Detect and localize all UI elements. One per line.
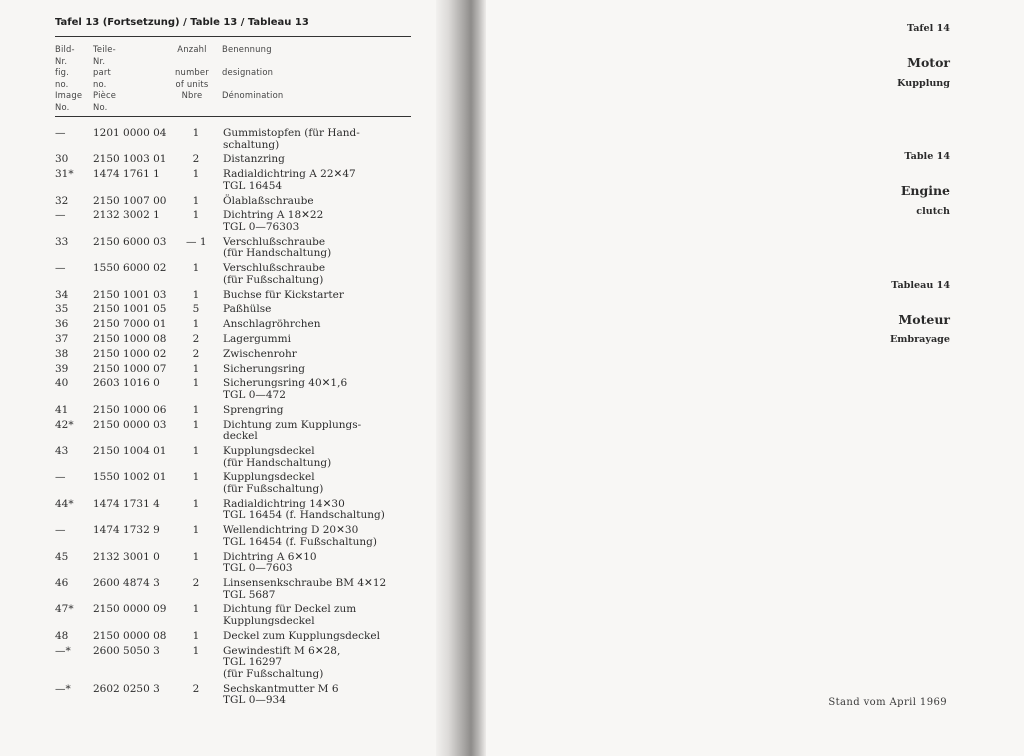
benennung-line: Dichtring A 6✕10: [223, 550, 317, 563]
subsection-en: clutch: [916, 206, 950, 217]
benennung: [223, 446, 423, 469]
table-row: [0, 319, 436, 329]
book-gutter: [436, 0, 486, 756]
teile-nr: 1474 1761 1: [93, 168, 160, 181]
teile-nr: 2150 1000 02: [93, 347, 167, 360]
benennung-line: Dichtring A 18✕22: [223, 209, 324, 222]
bild-nr: 36: [55, 318, 69, 331]
anzahl: 1: [192, 377, 200, 390]
teile-nr: 2150 1007 00: [93, 194, 167, 207]
benennung-line: Ölablaßschraube: [223, 194, 314, 207]
anzahl: 1: [192, 497, 200, 510]
anzahl: 1: [192, 209, 200, 222]
bild-nr: 33: [55, 235, 69, 248]
benennung-line: (für Fußschaltung): [223, 273, 324, 286]
benennung: [223, 552, 423, 575]
table-row: [0, 631, 436, 641]
bild-nr: —*: [55, 682, 71, 695]
teile-nr: 2603 1016 0: [93, 377, 160, 390]
table-row: [0, 209, 436, 233]
table-row: [0, 577, 436, 601]
subsection-fr: Embrayage: [889, 334, 950, 345]
teile-nr: 2150 7000 01: [93, 318, 167, 331]
anzahl: 1: [192, 403, 200, 416]
footer-date: Stand vom April 1969: [828, 697, 947, 708]
table-row: [0, 524, 436, 548]
teile-nr: 2600 5050 3: [93, 644, 160, 657]
benennung: [223, 349, 423, 361]
benennung-line: (für Handschaltung): [223, 247, 332, 260]
teile-nr: 2150 0000 03: [93, 418, 167, 431]
benennung-line: Wellendichtring D 20✕30: [223, 524, 359, 537]
benennung-line: Kupplungsdeckel: [223, 471, 315, 484]
bild-nr: —*: [55, 644, 71, 657]
benennung-line: TGL 5687: [223, 588, 276, 601]
table-row: [0, 497, 436, 522]
teile-nr: 1201 0000 04: [93, 127, 167, 139]
bild-nr: 40: [55, 377, 69, 390]
bild-nr: —: [55, 471, 66, 484]
bild-nr: 38: [55, 347, 69, 360]
benennung-line: (für Fußschaltung): [223, 482, 324, 495]
teile-nr: 2150 1000 08: [93, 333, 167, 345]
teile-nr: 2150 6000 03: [93, 235, 167, 248]
bild-nr: 32: [55, 194, 69, 207]
anzahl: 1: [192, 445, 200, 457]
anzahl: 1: [192, 168, 200, 181]
anzahl: 1: [192, 644, 200, 657]
bild-nr: 34: [55, 288, 69, 301]
anzahl: 1: [192, 629, 200, 642]
benennung-line: Zwischenrohr: [223, 347, 297, 360]
anzahl: 1: [192, 262, 200, 275]
benennung-line: Sechskantmutter M 6: [223, 682, 339, 695]
benennung: [223, 378, 423, 401]
benennung: [223, 420, 423, 443]
section-title-fr: Moteur: [898, 312, 950, 327]
teile-nr: 2150 1000 07: [93, 362, 167, 375]
col-header-teile: Teile- Nr. part no. Pièce No.: [93, 44, 117, 112]
benennung: [223, 196, 423, 208]
benennung-line: TGL 0—76303: [223, 220, 300, 233]
benennung: [223, 334, 423, 346]
benennung-line: TGL 0—7603: [223, 562, 293, 575]
table-number-en: Table 14: [904, 151, 950, 162]
table-row: [0, 304, 436, 314]
benennung: [223, 405, 423, 417]
bild-nr: 30: [55, 153, 69, 166]
benennung-line: (für Handschaltung): [223, 456, 332, 469]
benennung-line: Dichtung für Deckel zum: [223, 603, 357, 616]
anzahl: — 1: [186, 235, 207, 248]
bild-nr: 47*: [55, 603, 74, 616]
benennung-line: deckel: [223, 430, 258, 443]
benennung: [223, 578, 423, 601]
teile-nr: 2150 0000 08: [93, 629, 167, 642]
teile-nr: 1550 1002 01: [93, 471, 167, 484]
table-row: [0, 262, 436, 286]
benennung: [223, 169, 423, 192]
benennung-line: TGL 0—472: [223, 388, 286, 401]
teile-nr: 2150 1003 01: [93, 153, 167, 166]
table-row: [0, 603, 436, 627]
benennung: [223, 319, 423, 331]
benennung-line: Lagergummi: [223, 333, 291, 345]
anzahl: 1: [192, 318, 200, 331]
teile-nr: 1474 1731 4: [93, 497, 160, 510]
benennung-line: Anschlagröhrchen: [223, 318, 321, 331]
table-row: [0, 154, 436, 164]
table-number-de: Tafel 14: [906, 23, 950, 34]
col-header-benennung: Benennung designation Dénomination: [222, 44, 284, 100]
teile-nr: 2150 1000 06: [93, 403, 167, 416]
benennung: [223, 237, 423, 260]
benennung: [223, 631, 423, 643]
teile-nr: 1550 6000 02: [93, 262, 167, 275]
benennung: [223, 525, 423, 548]
bild-nr: 39: [55, 362, 69, 375]
benennung-line: TGL 16454 (f. Fußschaltung): [223, 535, 377, 548]
benennung: [223, 290, 423, 302]
teile-nr: 2600 4874 3: [93, 577, 160, 589]
right-page: [480, 0, 1024, 756]
bild-nr: 46: [55, 577, 69, 589]
benennung-line: Deckel zum Kupplungsdeckel: [223, 629, 380, 642]
table-row: [0, 377, 436, 401]
anzahl: 1: [192, 471, 200, 484]
teile-nr: 2150 1001 03: [93, 288, 167, 301]
table-row: [0, 290, 436, 300]
table-row: [0, 418, 436, 443]
benennung-line: (für Fußschaltung): [223, 667, 324, 680]
benennung: [223, 154, 423, 166]
table-row: [0, 168, 436, 192]
table-row: [0, 550, 436, 575]
bild-nr: 48: [55, 629, 69, 642]
table-row: [0, 127, 436, 151]
anzahl: 1: [192, 550, 200, 563]
benennung: [223, 304, 423, 316]
bild-nr: 41: [55, 403, 69, 416]
table-row: [0, 405, 436, 415]
anzahl: 1: [192, 127, 200, 139]
anzahl: 1: [192, 362, 200, 375]
benennung: [223, 684, 423, 707]
bild-nr: —: [55, 524, 66, 537]
benennung: [223, 499, 423, 522]
teile-nr: 2132 3001 0: [93, 550, 160, 563]
teile-nr: 2602 0250 3: [93, 682, 160, 695]
table-row: [0, 196, 436, 206]
bild-nr: 35: [55, 303, 69, 316]
col-header-bild: Bild- Nr. fig. no. Image No.: [55, 44, 83, 112]
benennung-line: TGL 16454: [223, 179, 283, 192]
bild-nr: 37: [55, 333, 69, 345]
section-title-en: Engine: [900, 183, 950, 198]
col-header-anzahl: Anzahl number of units Nbre: [175, 44, 209, 100]
benennung-line: Radialdichtring 14✕30: [223, 497, 345, 510]
benennung-line: Buchse für Kickstarter: [223, 288, 344, 301]
benennung-line: Sicherungsring 40✕1,6: [223, 377, 348, 390]
benennung-line: Verschlußschraube: [223, 235, 326, 248]
anzahl: 2: [192, 347, 200, 360]
teile-nr: 2150 1004 01: [93, 445, 167, 457]
table-row: [0, 364, 436, 374]
table-number-fr: Tableau 14: [891, 280, 950, 291]
table-row: [0, 682, 436, 707]
anzahl: 2: [192, 153, 200, 166]
bild-nr: 31*: [55, 168, 74, 181]
benennung: [223, 364, 423, 376]
benennung-line: Paßhülse: [223, 303, 272, 316]
bild-nr: 42*: [55, 418, 74, 431]
anzahl: 1: [192, 288, 200, 301]
table-title: Tafel 13 (Fortsetzung) / Table 13 / Tableau 13: [55, 17, 309, 28]
anzahl: 2: [192, 682, 200, 695]
benennung: [223, 263, 423, 286]
benennung: [223, 604, 423, 627]
table-row: [0, 445, 436, 469]
anzahl: 1: [192, 194, 200, 207]
benennung-line: Distanzring: [223, 153, 285, 166]
anzahl: 1: [192, 603, 200, 616]
section-title-de: Motor: [907, 55, 950, 70]
teile-nr: 2150 1001 05: [93, 303, 167, 316]
benennung: [223, 472, 423, 495]
bild-nr: 43: [55, 445, 69, 457]
benennung: [223, 646, 423, 681]
anzahl: 1: [192, 418, 200, 431]
bild-nr: 45: [55, 550, 69, 563]
benennung-line: TGL 16297: [223, 656, 283, 669]
benennung-line: TGL 0—934: [223, 694, 286, 707]
table-row: [0, 471, 436, 495]
benennung-line: Dichtung zum Kupplungs-: [223, 418, 362, 431]
bild-nr: —: [55, 209, 66, 222]
table-row: [0, 334, 436, 344]
header-rule-bottom: [55, 116, 411, 117]
anzahl: 5: [192, 303, 200, 316]
benennung-line: Linsensenkschraube BM 4✕12: [223, 577, 387, 589]
benennung-line: Sicherungsring: [223, 362, 305, 375]
bild-nr: —: [55, 127, 66, 139]
table-row: [0, 235, 436, 260]
subsection-de: Kupplung: [897, 78, 950, 89]
benennung-line: Verschlußschraube: [223, 262, 326, 275]
benennung-line: Gummistopfen (für Hand-: [223, 127, 360, 139]
benennung-line: schaltung): [223, 138, 280, 151]
benennung: [223, 128, 423, 151]
benennung-line: Radialdichtring A 22✕47: [223, 168, 356, 181]
header-rule-top: [55, 36, 411, 37]
benennung-line: Sprengring: [223, 403, 284, 416]
bild-nr: 44*: [55, 497, 74, 510]
anzahl: 2: [192, 577, 200, 589]
teile-nr: 2150 0000 09: [93, 603, 167, 616]
anzahl: 1: [192, 524, 200, 537]
teile-nr: 2132 3002 1: [93, 209, 160, 222]
benennung-line: Kupplungsdeckel: [223, 445, 315, 457]
benennung: [223, 210, 423, 233]
benennung-line: Gewindestift M 6✕28,: [223, 644, 341, 657]
bild-nr: —: [55, 262, 66, 275]
benennung-line: Kupplungsdeckel: [223, 614, 315, 627]
table-row: [0, 349, 436, 359]
teile-nr: 1474 1732 9: [93, 524, 160, 537]
anzahl: 2: [192, 333, 200, 345]
benennung-line: TGL 16454 (f. Handschaltung): [223, 509, 385, 522]
table-row: [0, 644, 436, 680]
